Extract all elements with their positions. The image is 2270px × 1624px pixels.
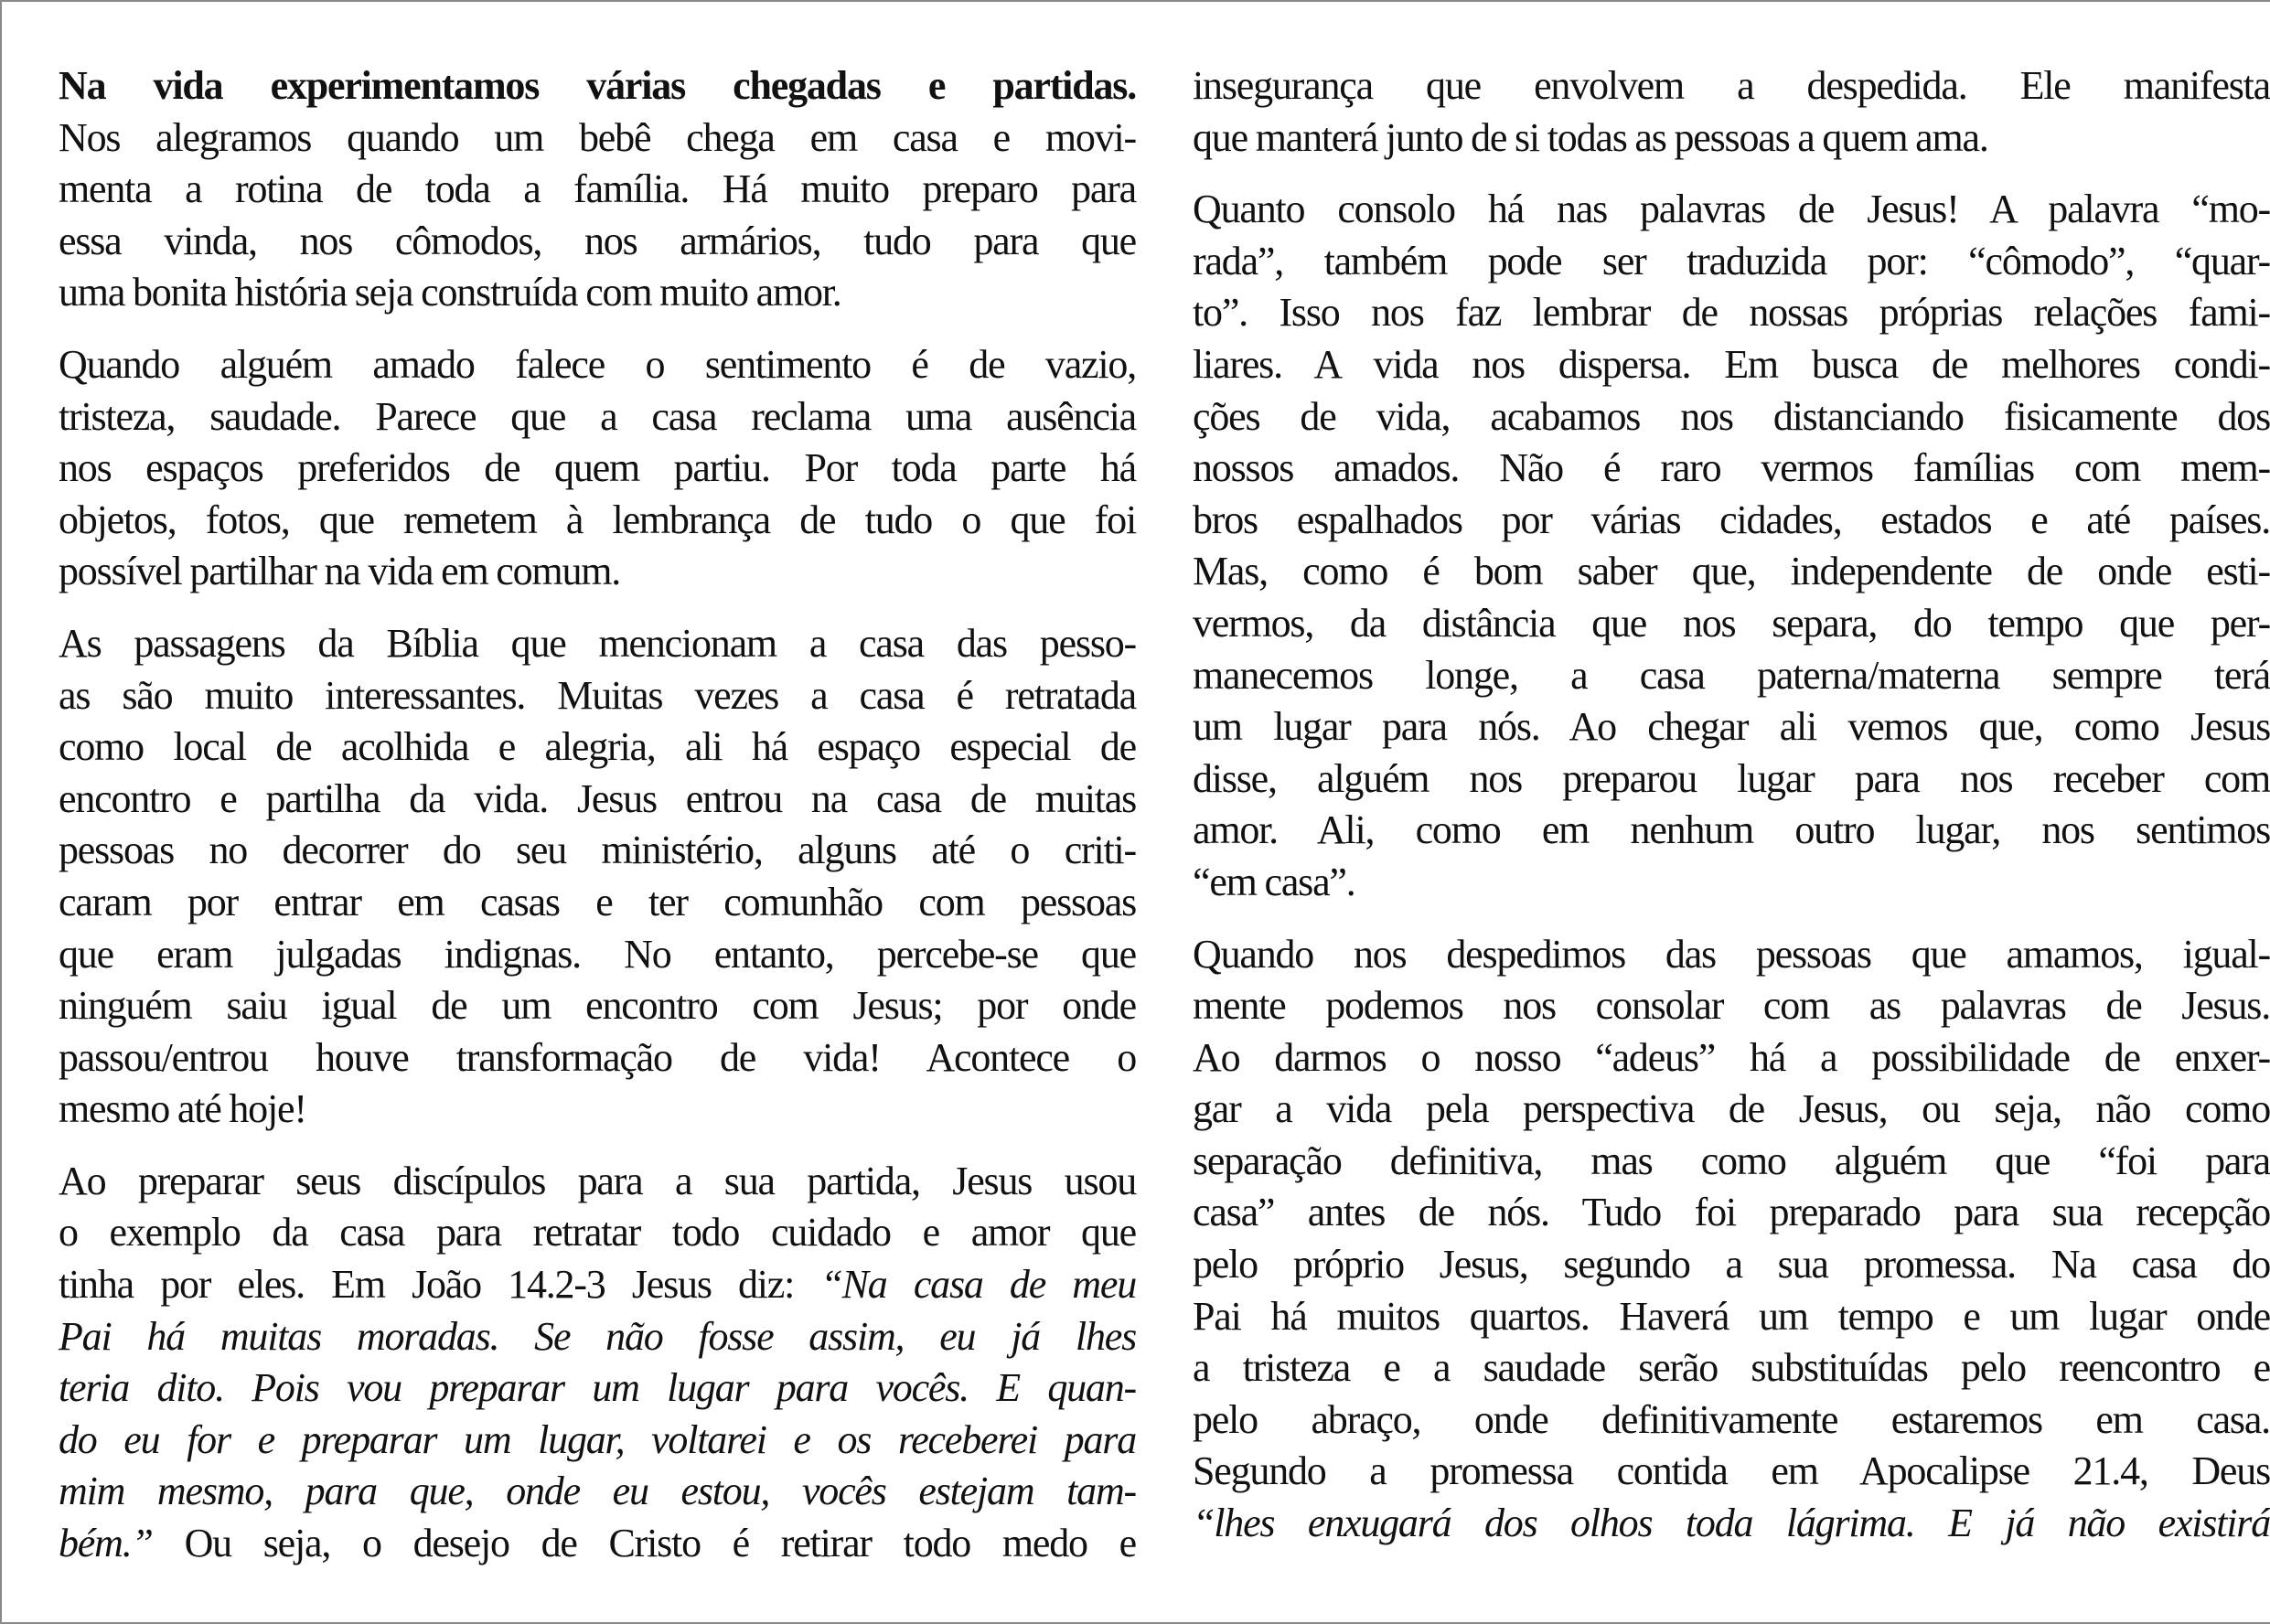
text-line: Quando alguém amado falece o sentimento é de vazio, — [59, 341, 1136, 387]
text-line — [59, 1259, 1136, 1311]
text-line: que manterá junto de si todas as pessoas a quem ama. — [1193, 114, 1988, 160]
text-line: como local de acolhida e alegria, ali há espaço especial de — [59, 724, 1136, 770]
text-line: ninguém saiu igual de um encontro com Jesus; por onde — [59, 983, 1136, 1029]
text-line — [59, 1518, 1136, 1570]
text-line: passou/entrou houve transformação de vida! Acontece o — [59, 1034, 1136, 1080]
text-segment: “Na casa de meu — [820, 1262, 1136, 1308]
text-line: essa vinda, nos cômodos, nos armários, tudo para que — [59, 218, 1136, 263]
paragraph — [59, 1156, 1136, 1570]
text-line: tristeza, saudade. Parece que a casa reclama uma ausência — [59, 393, 1136, 439]
text-line: que eram julgadas indignas. No entanto, percebe-se que — [59, 931, 1136, 977]
paragraph — [59, 60, 1136, 319]
text-line: “lhes enxugará dos olhos toda lágrima. E já não existirá — [1193, 1501, 2270, 1546]
text-line: to”. Isso nos faz lembrar de nossas próprias relações fami- — [1193, 290, 2270, 336]
text-line: ções de vida, acabamos nos distanciando fisicamente dos — [1193, 393, 2270, 439]
text-line: vermos, da distância que nos separa, do tempo que per- — [1193, 600, 2270, 646]
text-line: Pai há muitas moradas. Se não fosse assim, eu já lhes — [59, 1313, 1136, 1359]
text-line: objetos, fotos, que remetem à lembrança de tudo o que foi — [59, 497, 1136, 542]
text-segment: Ou seja, o desejo de Cristo é retirar todo medo e — [152, 1521, 1136, 1566]
paragraph — [59, 618, 1136, 1136]
text-line: separação definitiva, mas como alguém que “foi para — [1193, 1138, 2270, 1183]
text-line: disse, alguém nos preparou lugar para nos receber com — [1193, 755, 2270, 801]
text-line: uma bonita história seja construída com muito amor. — [59, 270, 841, 315]
text-line: casa” antes de nós. Tudo foi preparado para sua recepção — [1193, 1190, 2270, 1235]
paragraph — [1193, 929, 2270, 1550]
text-line: o exemplo da casa para retratar todo cuidado e amor que — [59, 1210, 1136, 1255]
text-line: mesmo até hoje! — [59, 1086, 306, 1132]
right-column — [1193, 60, 2270, 1570]
text-line: As passagens da Bíblia que mencionam a casa das pesso- — [59, 620, 1136, 666]
text-line: Mas, como é bom saber que, independente de onde esti- — [1193, 549, 2270, 594]
text-line: pessoas no decorrer do seu ministério, alguns até o criti- — [59, 828, 1136, 873]
text-line: nossos amados. Não é raro vermos famílias com mem- — [1193, 445, 2270, 491]
text-line: Na vida experimentamos várias chegadas e partidas. — [59, 63, 1136, 108]
text-line: Quanto consolo há nas palavras de Jesus! A palavra “mo- — [1193, 187, 2270, 232]
text-segment: tinha por eles. Em João 14.2-3 Jesus diz: — [59, 1262, 821, 1308]
text-line: Ao darmos o nosso “adeus” há a possibilidade de enxer- — [1193, 1034, 2270, 1080]
text-line: Nos alegramos quando um bebê chega em casa e movi- — [59, 114, 1136, 160]
paragraph — [1193, 184, 2270, 908]
text-line: mim mesmo, para que, onde eu estou, vocês estejam tam- — [59, 1469, 1136, 1514]
text-line: insegurança que envolvem a despedida. Ele manifesta — [1193, 63, 2270, 108]
text-line: encontro e partilha da vida. Jesus entrou na casa de muitas — [59, 775, 1136, 821]
text-line: Segundo a promessa contida em Apocalipse 21.4, Deus — [1193, 1448, 2270, 1494]
paragraph — [59, 339, 1136, 598]
text-line: rada”, também pode ser traduzida por: “cômodo”, “quar- — [1193, 238, 2270, 283]
text-line: nos espaços preferidos de quem partiu. Por toda parte há — [59, 445, 1136, 491]
text-line: amor. Ali, como em nenhum outro lugar, nos sentimos — [1193, 807, 2270, 853]
text-line: pelo próprio Jesus, segundo a sua promessa. Na casa do — [1193, 1242, 2270, 1287]
paragraph — [1193, 60, 2270, 164]
text-line: as são muito interessantes. Muitas vezes a casa é retratada — [59, 672, 1136, 718]
text-line: menta a rotina de toda a família. Há muito preparo para — [59, 166, 1136, 212]
text-line: a tristeza e a saudade serão substituídas pelo reencontro e — [1193, 1345, 2270, 1391]
text-line: mente podemos nos consolar com as palavras de Jesus. — [1193, 983, 2270, 1029]
text-line: liares. A vida nos dispersa. Em busca de melhores condi- — [1193, 341, 2270, 387]
left-column — [59, 60, 1136, 1590]
text-line: um lugar para nós. Ao chegar ali vemos que, como Jesus — [1193, 704, 2270, 750]
text-line: caram por entrar em casas e ter comunhão com pessoas — [59, 879, 1136, 924]
text-line: Ao preparar seus discípulos para a sua partida, Jesus usou — [59, 1158, 1136, 1203]
text-line: possível partilhar na vida em comum. — [59, 549, 621, 594]
text-line: Quando nos despedimos das pessoas que amamos, igual- — [1193, 931, 2270, 977]
text-line: Pai há muitos quartos. Haverá um tempo e um lugar onde — [1193, 1293, 2270, 1339]
text-line: “em casa”. — [1193, 859, 1355, 904]
text-line: teria dito. Pois vou preparar um lugar para vocês. E quan- — [59, 1365, 1136, 1411]
text-line: pelo abraço, onde definitivamente estaremos em casa. — [1193, 1396, 2270, 1442]
text-line: gar a vida pela perspectiva de Jesus, ou seja, não como — [1193, 1086, 2270, 1132]
text-segment: bém.” — [59, 1521, 153, 1566]
text-line: manecemos longe, a casa paterna/materna sempre terá — [1193, 652, 2270, 698]
text-line: bros espalhados por várias cidades, estados e até países. — [1193, 497, 2270, 542]
text-line: do eu for e preparar um lugar, voltarei e os receberei para — [59, 1416, 1136, 1462]
